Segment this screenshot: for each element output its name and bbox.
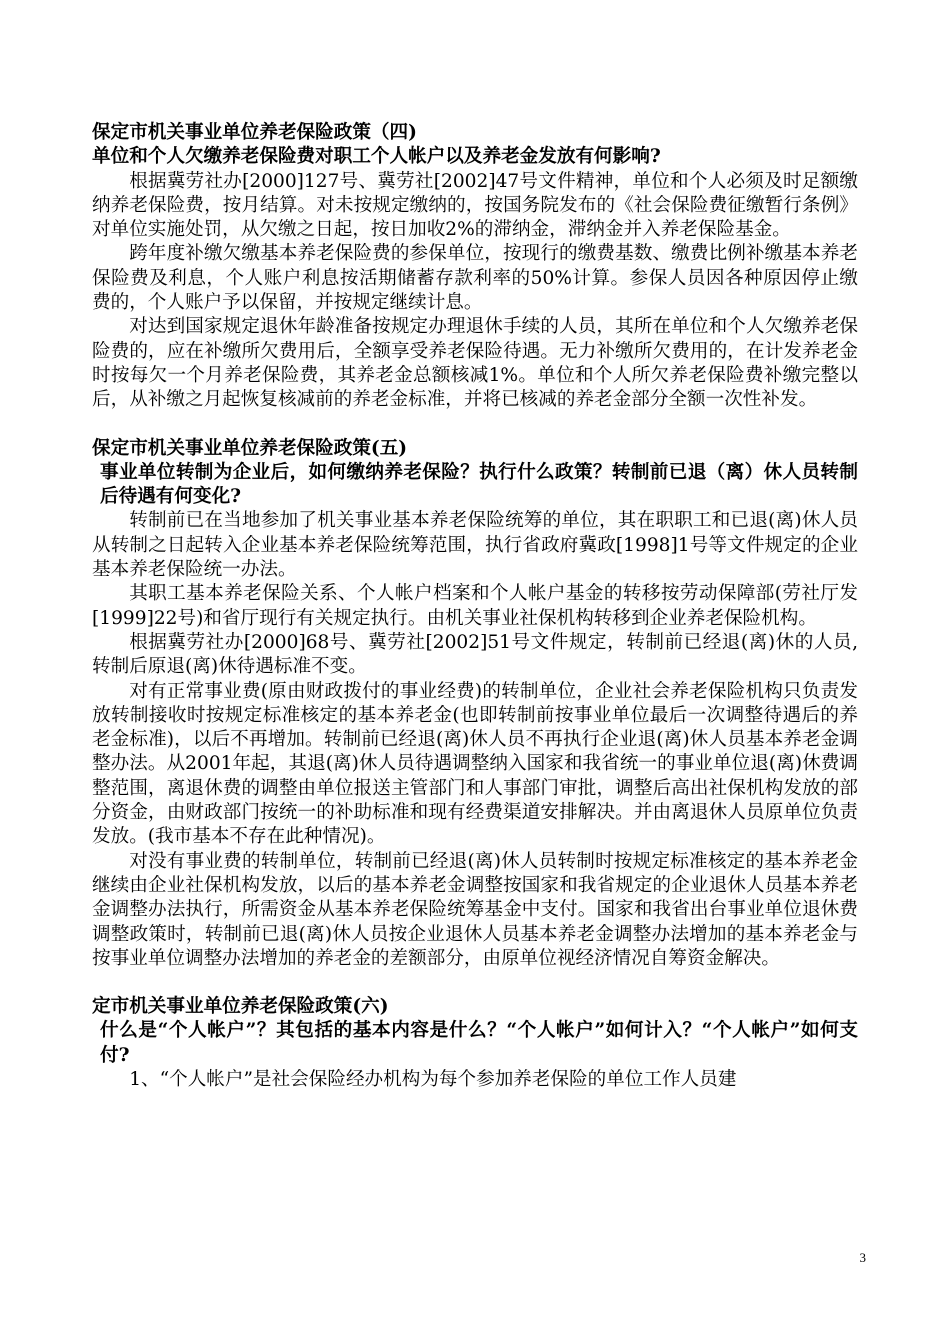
paragraph: 1、“个人帐户”是社会保险经办机构为每个参加养老保险的单位工作人员建	[129, 1068, 737, 1090]
paragraph: 根据冀劳社办[2000]68号、冀劳社[2002]51号文件规定，转制前已经退(离)休的人员,转制后原退(离)休待遇标准不变。	[92, 631, 858, 678]
paragraph: 跨年度补缴欠缴基本养老保险费的参保单位，按现行的缴费基数、缴费比例补缴基本养老保险费及利息，个人账户利息按活期储蓄存款利率的50%计算。参保人员因各种原因停止缴费的，个人账户予以保留，并按规定继续计息。	[92, 243, 858, 314]
paragraph: 对没有事业费的转制单位，转制前已经退(离)休人员转制时按规定标准核定的基本养老金继续由企业社保机构发放，以后的基本养老金调整按国家和我省规定的企业退休人员基本养老金调整办法执行，所需资金从基本养老保险统筹基金中支付。国家和我省出台事业单位退休费调整政策时，转制前已退(离)休人员按企业退休人员基本养老金调整办法增加的基本养老金与按事业单位调整办法增加的养老金的差额部分，由原单位视经济情况自筹资金解决。	[92, 850, 858, 969]
policy-section-4	[92, 121, 858, 413]
paragraph: 对有正常事业费(原由财政拨付的事业经费)的转制单位，企业社会养老保险机构只负责发放转制接收时按规定标准核定的基本养老金(也即转制前按事业单位最后一次调整待遇后的养老金标准)，以后不再增加。转制前已经退(离)休人员不再执行企业退(离)休人员基本养老金调整办法。从2001年起，其退(离)休人员待遇调整纳入国家和我省统一的事业单位退(离)休费调整范围，离退休费的调整由单位报送主管部门和人事部门审批，调整后高出社保机构发放的部分资金，由财政部门按统一的补助标准和现有经费渠道安排解决。并由离退休人员原单位负责发放。(我市基本不存在此种情况)。	[92, 680, 858, 848]
paragraph: 转制前已在当地参加了机关事业基本养老保险统筹的单位，其在职职工和已退(离)休人员从转制之日起转入企业基本养老保险统筹范围，执行省政府冀政[1998]1号等文件规定的企业基本养老保险统一办法。	[92, 510, 858, 581]
section-title: 保定市机关事业单位养老保险政策（四)	[92, 122, 417, 143]
section-title: 保定市机关事业单位养老保险政策(五)	[92, 437, 408, 459]
section-title: 定市机关事业单位养老保险政策(六)	[92, 996, 389, 1018]
document-body	[92, 121, 858, 1092]
policy-section-5	[92, 437, 858, 972]
page-number: 3	[859, 1250, 866, 1265]
paragraph: 根据冀劳社办[2000]127号、冀劳社[2002]47号文件精神，单位和个人必须及时足额缴纳养老保险费，按月结算。对未按规定缴纳的，按国务院发布的《社会保险费征缴暂行条例》对单位实施处罚，从欠缴之日起，按日加收2%的滞纳金，滞纳金并入养老保险基金。	[92, 170, 858, 241]
section-question: 事业单位转制为企业后，如何缴纳养老保险？执行什么政策？转制前已退（离）休人员转制后待遇有何变化?	[100, 461, 858, 508]
section-question: 单位和个人欠缴养老保险费对职工个人帐户以及养老金发放有何影响?	[92, 146, 661, 168]
section-question: 什么是“个人帐户”？其包括的基本内容是什么？“个人帐户”如何计入？“个人帐户”如何支付?	[100, 1020, 858, 1066]
paragraph: 其职工基本养老保险关系、个人帐户档案和个人帐户基金的转移按劳动保障部(劳社厅发[1999]22号)和省厅现行有关规定执行。由机关事业社保机构转移到企业养老保险机构。	[92, 583, 858, 629]
paragraph: 对达到国家规定退休年龄准备按规定办理退休手续的人员，其所在单位和个人欠缴养老保险费的，应在补缴所欠费用后，全额享受养老保险待遇。无力补缴所欠费用的，在计发养老金时按每欠一个月养老保险费，其养老金总额核减1%。单位和个人所欠养老保险费补缴完整以后，从补缴之月起恢复核减前的养老金标准，并将已核减的养老金部分全额一次性补发。	[92, 316, 858, 411]
policy-section-6	[92, 995, 858, 1092]
